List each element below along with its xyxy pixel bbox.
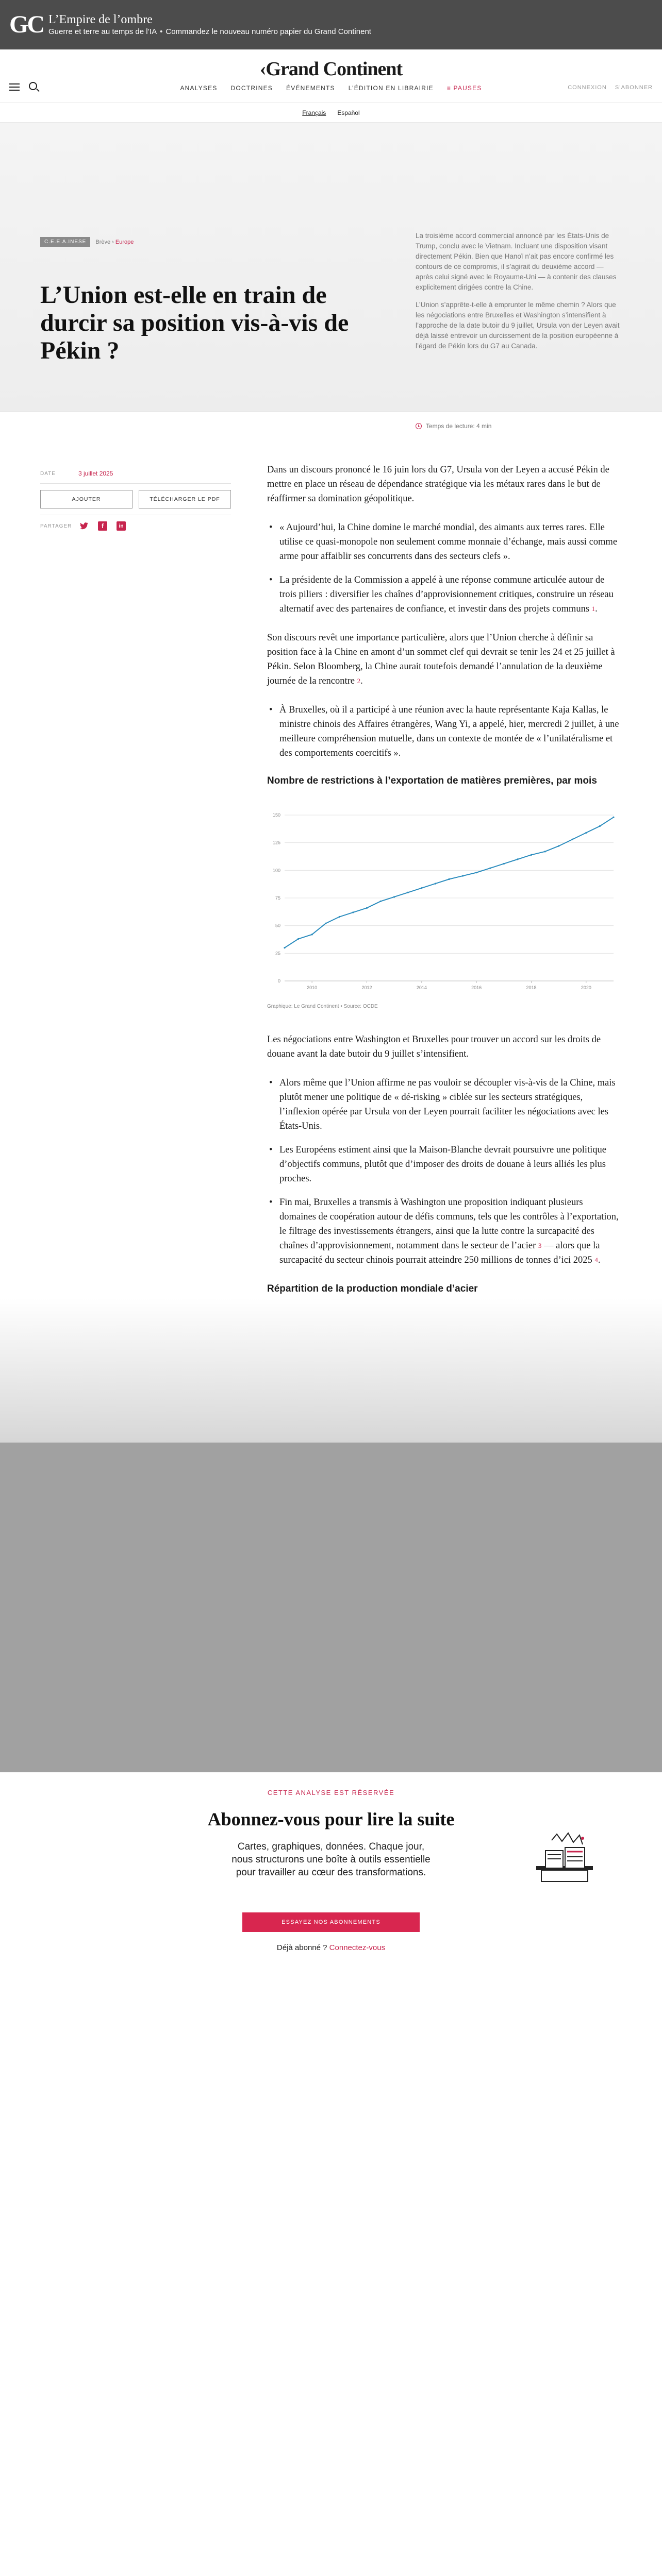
paywall-login [0,1943,662,1952]
x-tick-label: 2014 [416,985,427,990]
paragraph: Dans un discours prononcé le 16 juin lors du G7, Ursula von der Leyen a accusé Pékin de mettre en place un réseau de dépendance stratégique via les métaux rares dans le but de réaffirmer sa domination géopolitique. [267,465,609,504]
data-point [366,907,368,909]
list-item-text: La présidente de la Commission a appelé à une réponse commune articulée autour de trois piliers : diversifier les chaînes d’approvisionnement critiques, construire un réseau alternatif avec des partenaires de confiance, et investir dans des projets communs [279,575,614,614]
data-point [544,851,545,852]
y-tick-label: 125 [272,840,280,845]
login-prompt: Déjà abonné ? [276,1943,327,1952]
article-meta [40,237,134,247]
footnote-ref[interactable]: 3 [538,1242,542,1249]
data-point [352,911,354,913]
data-point [339,916,340,918]
article-sidebar [40,464,231,537]
bullet-list [267,703,621,760]
y-tick-label: 50 [275,923,280,928]
data-point [297,938,299,940]
paywall-kicker: CETTE ANALYSE EST RÉSERVÉE [267,1789,395,1797]
twitter-icon[interactable] [79,521,89,531]
bullet-list [267,1076,621,1267]
data-point [476,872,477,873]
list-item: • Les Européens estiment ainsi que la Maison-Blanche devrait poursuivre une politique d’objectifs communs, plutôt que d’imposer des droits de douane à leurs alliés les plus proches. [267,1143,621,1186]
data-point [311,934,313,935]
download-pdf-button[interactable]: TÉLÉCHARGER LE PDF [139,490,231,509]
lang-french[interactable]: Français [302,109,326,116]
section-heading: Répartition de la production mondiale d’acier [267,1283,478,1294]
list-item: • À Bruxelles, où il a participé à une réunion avec la haute représentante Kaja Kallas, le ministre chinois des Affaires étrangères, Wang Yi, a appelé, hier, mercredi 2 juillet, à une meilleure compréhension mutuelle, dans un contexte de montée de « l’unilatéralisme et des comportements coercitifs ». [267,703,621,760]
series-line [285,817,614,947]
site-header [0,49,662,103]
data-point [503,863,505,865]
footnote-ref[interactable]: 4 [594,1256,598,1264]
data-point [489,867,491,869]
data-point [585,832,587,834]
category-badge[interactable]: C.E.E.A.INESE [40,237,90,247]
data-point [325,923,326,924]
nav-item-evenements[interactable]: ÉVÉNEMENTS [286,84,335,92]
paywall-title: Abonnez-vous pour lire la suite [207,1809,455,1829]
article-title: L’Union est-elle en train de durcir sa position vis-à-vis de Pékin ? [40,281,349,364]
newspaper-illustration-icon [531,1830,598,1887]
y-tick-label: 25 [275,951,280,956]
lede-paragraph: La troisième accord commercial annoncé par les États-Unis de Trump, conclu avec le Vietnam. Incluant une disposition visant directement Pékin. Bien que Hanoï n’ait pas encore confirmé les contours de ce compromis, il s’agirait du deuxième accord — après celui signé avec le Royaume-Uni — à contenir des clauses explicitement dirigées contre la Chine. [416,232,617,291]
promo-title: L’Empire de l’ombre [48,13,153,26]
chart-title: Nombre de restrictions à l’exportation de matières premières, par mois [267,775,597,786]
lang-spanish[interactable]: Español [337,109,360,116]
data-point [421,887,422,889]
nav-item-edition[interactable]: L’ÉDITION EN LIBRAIRIE [348,84,434,92]
x-tick-label: 2020 [581,985,591,990]
share-row [40,515,231,537]
paywall-greyout [0,1443,662,1772]
list-item: • Fin mai, Bruxelles a transmis à Washington une proposition indiquant plusieurs domaines de coopération autour de défis communs, tels que les contrôles à l’exportation, le filtrage des investissements étrangers, ainsi que la lutte contre la surcapacité des chaînes d’approvisionnement, notamment dans le secteur de l’acier $^3$ — alors que la surcapacité du secteur chinois pourrait atteindre 250 millions de tonnes d’ici 2025 $^4$. [267,1195,621,1267]
promo-subtitle: Guerre et terre au temps de l’IA [48,27,157,36]
chart-source: Graphique: Le Grand Continent • Source: OCDE [267,1004,378,1009]
paywall [0,1772,662,2576]
x-tick-label: 2016 [471,985,482,990]
data-point [558,845,559,847]
reading-time-text: Temps de lecture: 4 min [426,422,492,430]
clock-icon [416,423,422,429]
data-point [379,901,381,902]
linkedin-icon[interactable]: in [117,521,126,531]
paragraph: Les négociations entre Washington et Bruxelles pour trouver un accord sur les droits de douane avant la date butoir du 9 juillet s’intensifient. [267,1035,601,1059]
nav-item-doctrines[interactable]: DOCTRINES [230,84,273,92]
list-item: • Alors même que l’Union affirme ne pas vouloir se découpler vis-à-vis de la Chine, mais plutôt mener une politique de « dé-risking » ciblée sur les secteurs stratégiques, l’inflexion opérée par Ursula von der Leyen pourrait faciliter les négociations avec les États-Unis. [267,1076,621,1133]
date-label: DATE [40,470,56,477]
paywall-description: Cartes, graphiques, données. Chaque jour, nous structurons une boîte à outils essentielle pour travailler au cœur des transformations. [231,1841,431,1878]
list-item-text: « Aujourd’hui, la Chine domine le marché mondial, des aimants aux terres rares. Elle utilise ce quasi-monopole non seulement comme monnaie d’échange, mais aussi comme arme pour affaiblir ses concurrents dans des secteurs clefs ». [279,522,618,562]
bullet-list [267,520,621,616]
article-hero [0,123,662,430]
data-point [572,839,573,840]
account-links [568,84,653,91]
breadcrumb-region[interactable]: Europe [115,239,134,245]
share-label: PARTAGER [40,523,72,529]
language-switcher [0,103,662,123]
list-item: • La présidente de la Commission a appelé à une réponse commune articulée autour de trois piliers : diversifier les chaînes d’approvisionnement critiques, construire un réseau alternatif avec des partenaires de confiance, et investir dans des projets communs $^1$. [267,573,621,616]
data-point [407,892,409,893]
lede-paragraph: L’Union s’apprête-t-elle à emprunter le même chemin ? Alors que les négociations entre Bruxelles et Washington s’intensifient à l’approche de la date butoir du 9 juillet, Ursula von der Leyen avait déjà laissé entrevoir un durcissement de la position européenne à l’égard de Pékin lors du G7 au Canada. [416,301,620,350]
list-item-text: Fin mai, Bruxelles a transmis à Washington une proposition indiquant plusieurs domaines de coopération autour de défis communs, tels que les contrôles à l’exportation, le filtrage des investissements étrangers, ainsi que la lutte contre la surcapacité des chaînes d’approvisionnement, notamment dans le secteur de l’acier [279,1197,619,1251]
reading-time [416,422,491,430]
x-tick-label: 2012 [361,985,372,990]
export-restrictions-chart [267,775,621,1008]
data-point [599,825,601,827]
site-logo[interactable]: ‹Grand Continent [259,58,403,80]
breadcrumb-section[interactable]: Brève [95,239,111,245]
data-point [613,817,614,818]
y-tick-label: 100 [272,868,280,873]
add-to-library-button[interactable]: AJOUTER [40,490,133,509]
promo-banner[interactable] [0,0,662,49]
subscribe-link[interactable]: S’ABONNER [615,84,653,91]
subscribe-button[interactable]: ESSAYEZ NOS ABONNEMENTS [242,1912,420,1932]
twitter-bird-svg [80,522,88,530]
data-point [393,896,395,897]
facebook-icon[interactable]: f [98,521,107,531]
nav-item-pauses[interactable]: ≡ PAUSES [446,84,482,92]
paragraph: Son discours revêt une importance particulière, alors que l’Union cherche à définir sa position face à la Chine en amont d’un sommet clef qui devrait se tenir les 24 et 25 juillet à Pékin. Selon Bloomberg, la Chine aurait toutefois demandé l’annulation de la deuxième journée de la rencontre $^2$. [267,633,615,686]
login-link[interactable]: Connectez-vous [329,1943,386,1952]
publication-date: 3 juillet 2025 [78,470,113,477]
action-buttons [40,484,231,515]
data-point [517,858,518,860]
y-tick-label: 150 [272,812,280,818]
promo-subline [48,27,371,37]
y-tick-label: 75 [275,895,280,901]
list-item-text: — alors que la surcapacité du secteur chinois pourrait atteindre 250 millions de tonnes d’ici 2025 [279,1241,600,1265]
date-row [40,464,231,484]
login-link[interactable]: CONNEXION [568,84,607,91]
promo-text [48,12,371,37]
data-point [284,947,285,948]
footnote-ref[interactable]: 1 [591,605,595,613]
gc-logo: GC [9,11,43,38]
footnote-ref[interactable]: 2 [357,677,361,685]
data-point [435,883,436,884]
breadcrumb-separator: › [112,239,114,245]
article-body [267,463,621,1296]
promo-separator: • [160,27,163,36]
article-lede [416,231,621,359]
nav-item-analyses[interactable]: ANALYSES [180,84,218,92]
chart-svg [267,808,621,998]
data-point [462,875,464,876]
list-item [267,520,621,564]
breadcrumb [95,239,134,245]
x-tick-label: 2010 [307,985,318,990]
main-nav [0,84,662,92]
paragraph-text: Son discours revêt une importance particulière, alors que l’Union cherche à définir sa position face à la Chine en amont d’un sommet clef qui devrait se tenir les 24 et 25 juillet à Pékin. Selon Bloomberg, la Chine aurait toutefois demandé l’annulation de la deuxième journée de la rencontre [267,633,615,686]
data-point [448,878,450,880]
y-tick-label: 0 [277,978,280,984]
promo-cta-link[interactable]: Commandez le nouveau numéro papier du Grand Continent [166,27,371,36]
x-tick-label: 2018 [526,985,537,990]
data-point [531,854,532,856]
